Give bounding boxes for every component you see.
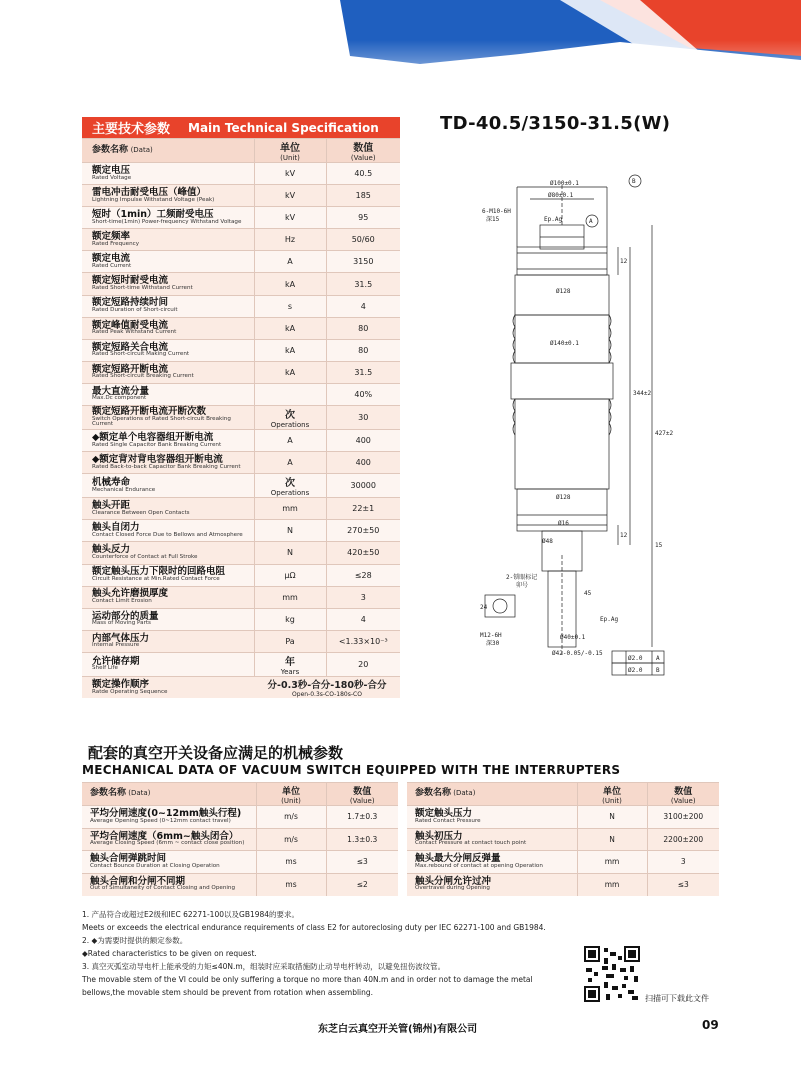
spec-param: 额定短路关合电流 Rated Short-circuit Making Current	[82, 339, 254, 361]
spec-param: 允许储存期 Shelf Life	[82, 652, 254, 676]
dim-epag-top: Ep.Ag	[544, 216, 563, 223]
spec-unit: mm	[254, 498, 326, 520]
mech-param: 触头合闸和分闸不同期 Out of Simultaneity of Contact Closing and Opening	[82, 873, 256, 896]
mech-unit: mm	[577, 851, 647, 874]
mech-value: 2200±200	[647, 828, 719, 851]
spec-value: 400	[326, 430, 400, 452]
spec-row	[82, 452, 400, 474]
mech-unit: m/s	[256, 828, 326, 851]
spec-row	[82, 520, 400, 542]
spec-value: ≤28	[326, 564, 400, 586]
spec-value: 4	[326, 295, 400, 317]
mech-value: ≤3	[647, 873, 719, 896]
spec-unit: kA	[254, 273, 326, 295]
spec-unit: kg	[254, 608, 326, 630]
spec-row	[82, 361, 400, 383]
spec-value: 3150	[326, 251, 400, 273]
mech-param: 平均分闸速度(0~12mm触头行程) Average Opening Speed (0~12mm contact travel)	[82, 806, 256, 829]
mech-right-header	[407, 783, 719, 806]
mech-row	[407, 851, 719, 874]
spec-value: 270±50	[326, 520, 400, 542]
dim-deep30: 深30	[486, 640, 500, 647]
mech-param: 触头初压力 Contact Pressure at contact touch point	[407, 828, 577, 851]
header-value: 数值 (Value)	[326, 139, 400, 163]
note-line: 2. ◆为需要时提供的额定参数。	[82, 936, 188, 945]
top-banner	[0, 0, 801, 110]
dim-d128a: Ø128	[556, 288, 571, 295]
mech-value: 3	[647, 851, 719, 874]
spec-param: 额定电流 Rated Current	[82, 251, 254, 273]
dim-mark: 2-锁眼标记	[506, 574, 538, 581]
mech-row	[407, 828, 719, 851]
spec-unit: 次 Operations	[254, 406, 326, 430]
spec-value: 31.5	[326, 361, 400, 383]
spec-row-operating-sequence	[82, 676, 400, 698]
mech-unit: m/s	[256, 806, 326, 829]
dim-kou: 卯号	[516, 582, 529, 589]
mech-table-left	[82, 782, 398, 896]
mech-left-header	[82, 783, 398, 806]
mech-value: ≤3	[326, 851, 398, 874]
mech-unit: mm	[577, 873, 647, 896]
spec-param: 额定短路开断电流 Rated Short-circuit Breaking Current	[82, 361, 254, 383]
mech-header-value: 数值 (Value)	[326, 783, 398, 806]
spec-unit: 次 Operations	[254, 474, 326, 498]
dim-d40: Ø40±0.1	[560, 634, 586, 641]
spec-unit: A	[254, 452, 326, 474]
mech-value: 3100±200	[647, 806, 719, 829]
spec-unit: kA	[254, 339, 326, 361]
spec-row	[82, 564, 400, 586]
spec-param: 额定频率 Rated Frequency	[82, 229, 254, 251]
spec-unit: 年 Years	[254, 652, 326, 676]
spec-table	[82, 138, 400, 698]
note-line: The movable stem of the VI could be only suffering a torque no more than 40N.m and in order not to damage the metal	[82, 975, 533, 984]
spec-param: 额定电压 Rated Voltage	[82, 163, 254, 185]
mech-value: ≤2	[326, 873, 398, 896]
spec-row	[82, 586, 400, 608]
mech-param: 触头合闸弹跳时间 Contact Bounce Duration at Closing Operation	[82, 851, 256, 874]
spec-row	[82, 498, 400, 520]
spec-param: ◆额定单个电容器组开断电流 Rated Single Capacitor Bank Breaking Current	[82, 430, 254, 452]
spec-unit: kV	[254, 185, 326, 207]
note-line: 3. 真空灭弧室动导电杆上能承受的力矩≤40N.m，组装时应采取措施防止动导电杆转动，以避免扭伤波纹管。	[82, 962, 446, 971]
spec-row	[82, 652, 400, 676]
spec-unit: N	[254, 520, 326, 542]
note-line: bellows,the movable stem should be prevent from rotation when assembling.	[82, 988, 374, 997]
spec-unit: μΩ	[254, 564, 326, 586]
mech-row	[82, 806, 398, 829]
dim-344: 344±2	[633, 390, 652, 397]
header-name: 参数名称 (Data)	[82, 139, 254, 163]
dim-d128b: Ø128	[556, 494, 571, 501]
spec-param: 触头开距 Clearance Between Open Contacts	[82, 498, 254, 520]
tol-1-ref: A	[656, 655, 660, 662]
spec-row	[82, 406, 400, 430]
spec-value: 3	[326, 586, 400, 608]
dim-d16: Ø16	[558, 520, 569, 527]
spec-value: <1.33×10⁻³	[326, 630, 400, 652]
spec-value: 40.5	[326, 163, 400, 185]
spec-row	[82, 542, 400, 564]
spec-unit: N	[254, 542, 326, 564]
spec-row	[82, 430, 400, 452]
mech-header-unit: 单位 (Unit)	[577, 783, 647, 806]
note-line: 1. 产品符合或超过E2级和IEC 62271-100以及GB1984的要求。	[82, 910, 300, 919]
spec-param: 触头自闭力 Contact Closed Force Due to Bellows and Atmosphere	[82, 520, 254, 542]
mech-param: 触头分闸允许过冲 Overtravel during Opening	[407, 873, 577, 896]
mech-row	[82, 828, 398, 851]
note-line: Meets or exceeds the electrical endurance requirements of class E2 for autoreclosing duty per IEC 62271-100 and GB1984.	[82, 923, 546, 932]
spec-param: 雷电冲击耐受电压（峰值） Lightning Impulse Withstand Voltage (Peak)	[82, 185, 254, 207]
spec-unit: s	[254, 295, 326, 317]
mech-table-right	[407, 782, 719, 896]
dim-deep15: 深15	[486, 216, 500, 223]
mech-header-unit: 单位 (Unit)	[256, 783, 326, 806]
spec-unit: kV	[254, 207, 326, 229]
mech-row	[407, 873, 719, 896]
spec-param: 短时（1min）工频耐受电压 Short-time(1min) Power-frequency Withstand Voltage	[82, 207, 254, 229]
mech-header-value: 数值 (Value)	[647, 783, 719, 806]
spec-value: 20	[326, 652, 400, 676]
spec-value: 4	[326, 608, 400, 630]
mech-unit: N	[577, 806, 647, 829]
footer-company: 东芝白云真空开关管(锦州)有限公司	[318, 1024, 478, 1035]
mech-value: 1.7±0.3	[326, 806, 398, 829]
dim-m10: 6-M10-6H	[482, 208, 511, 215]
header-unit: 单位 (Unit)	[254, 139, 326, 163]
spec-param: 机械寿命 Mechanical Endurance	[82, 474, 254, 498]
mech-param: 触头最大分闸反弹量 Max.rebound of contact at opening Operation	[407, 851, 577, 874]
spec-row	[82, 229, 400, 251]
dim-d80: Ø80±0.1	[548, 192, 574, 199]
mech-unit: ms	[256, 873, 326, 896]
spec-value: 80	[326, 317, 400, 339]
dim-427: 427±2	[655, 430, 674, 437]
tol-1: Ø2.0	[628, 655, 643, 662]
spec-value: 95	[326, 207, 400, 229]
dim-d100: Ø100±0.1	[550, 180, 579, 187]
spec-row	[82, 339, 400, 361]
spec-value: 420±50	[326, 542, 400, 564]
dim-d42: Ø42-0.05/-0.15	[552, 650, 603, 657]
spec-param: 额定触头压力下限时的回路电阻 Circuit Resistance at Min.Rated Contact Force	[82, 564, 254, 586]
spec-row	[82, 207, 400, 229]
mech-header-name: 参数名称 (Data)	[82, 783, 256, 806]
spec-unit: kA	[254, 361, 326, 383]
spec-value: 40%	[326, 383, 400, 405]
mech-value: 1.3±0.3	[326, 828, 398, 851]
dim-m12: M12-6H	[480, 632, 502, 639]
note-line: ◆Rated characteristics to be given on request.	[82, 949, 257, 958]
spec-row	[82, 630, 400, 652]
spec-unit: Pa	[254, 630, 326, 652]
mech-title-cn: 配套的真空开关设备应满足的机械参数	[88, 744, 344, 762]
spec-row	[82, 185, 400, 207]
spec-value: 31.5	[326, 273, 400, 295]
spec-unit: mm	[254, 586, 326, 608]
spec-row	[82, 163, 400, 185]
spec-value: 400	[326, 452, 400, 474]
spec-value: 50/60	[326, 229, 400, 251]
mech-unit: N	[577, 828, 647, 851]
spec-row	[82, 317, 400, 339]
tol-2-ref: B	[656, 667, 660, 674]
spec-unit: Hz	[254, 229, 326, 251]
mech-param: 平均合闸速度（6mm~触头闭合） Average Closing Speed (6mm ~ contact close position)	[82, 828, 256, 851]
spec-param: 最大直流分量 Max.Dc component	[82, 383, 254, 405]
dim-12a: 12	[620, 258, 628, 265]
interrupter-drawing	[480, 175, 674, 685]
spec-header-row	[82, 139, 400, 163]
page-number: 09	[702, 1018, 719, 1032]
datum-a: A	[589, 218, 593, 225]
spec-title-en: Main Technical Specification	[188, 120, 379, 135]
spec-value: 30	[326, 406, 400, 430]
mech-row	[407, 806, 719, 829]
banner-graphic	[0, 0, 801, 110]
spec-unit: kA	[254, 317, 326, 339]
qr-label: 扫描可下载此文件	[645, 994, 709, 1003]
dim-d140: Ø140±0.1	[550, 340, 579, 347]
spec-param: 额定峰值耐受电流 Rated Peak Withstand Current	[82, 317, 254, 339]
spec-unit: kV	[254, 163, 326, 185]
dim-d24: 24	[480, 604, 488, 611]
spec-value: 80	[326, 339, 400, 361]
spec-param: 触头允许磨损厚度 Contact Limit Erosion	[82, 586, 254, 608]
spec-title-bar	[82, 117, 400, 138]
spec-param: ◆额定背对背电容器组开断电流 Rated Back-to-back Capacitor Bank Breaking Current	[82, 452, 254, 474]
spec-value-sequence: 分-0.3秒-合分-180秒-合分 Open-0.3s-CO-180s-CO	[254, 676, 400, 698]
spec-row	[82, 474, 400, 498]
spec-param: 额定短时耐受电流 Rated Short-time Withstand Current	[82, 273, 254, 295]
spec-row	[82, 608, 400, 630]
spec-unit: A	[254, 251, 326, 273]
spec-row	[82, 273, 400, 295]
dim-d48: Ø48	[542, 538, 553, 545]
spec-row	[82, 383, 400, 405]
dim-12b: 12	[620, 532, 628, 539]
spec-param: 额定短路持续时间 Rated Duration of Short-circuit	[82, 295, 254, 317]
qr-code[interactable]	[584, 946, 640, 1002]
mech-param: 额定触头压力 Rated Contact Pressure	[407, 806, 577, 829]
spec-value: 22±1	[326, 498, 400, 520]
mech-header-name: 参数名称 (Data)	[407, 783, 577, 806]
spec-value: 30000	[326, 474, 400, 498]
spec-row	[82, 251, 400, 273]
spec-row	[82, 295, 400, 317]
mech-unit: ms	[256, 851, 326, 874]
spec-param: 额定操作顺序 Ratde Operating Sequence	[82, 676, 254, 698]
notes	[82, 908, 582, 999]
model-title: TD-40.5/3150-31.5(W)	[440, 113, 671, 134]
dim-epag-bottom: Ep.Ag	[600, 616, 619, 623]
dim-15: 15	[655, 542, 663, 549]
spec-value: 185	[326, 185, 400, 207]
spec-unit: A	[254, 430, 326, 452]
spec-param: 内部气体压力 Internal Pressure	[82, 630, 254, 652]
tol-2: Ø2.0	[628, 667, 643, 674]
datum-b: B	[632, 178, 636, 185]
spec-param: 额定短路开断电流开断次数 Switch Operations of Rated Short-circuit Breaking Current	[82, 406, 254, 430]
mech-row	[82, 873, 398, 896]
spec-unit	[254, 383, 326, 405]
mech-title-en: MECHANICAL DATA OF VACUUM SWITCH EQUIPPED WITH THE INTERRUPTERS	[82, 763, 621, 777]
spec-param: 运动部分的质量 Mass of Moving Parts	[82, 608, 254, 630]
spec-title-cn: 主要技术参数	[92, 122, 171, 137]
spec-param: 触头反力 Counterforce of Contact at Full Stroke	[82, 542, 254, 564]
mech-row	[82, 851, 398, 874]
dim-45: 45	[584, 590, 592, 597]
